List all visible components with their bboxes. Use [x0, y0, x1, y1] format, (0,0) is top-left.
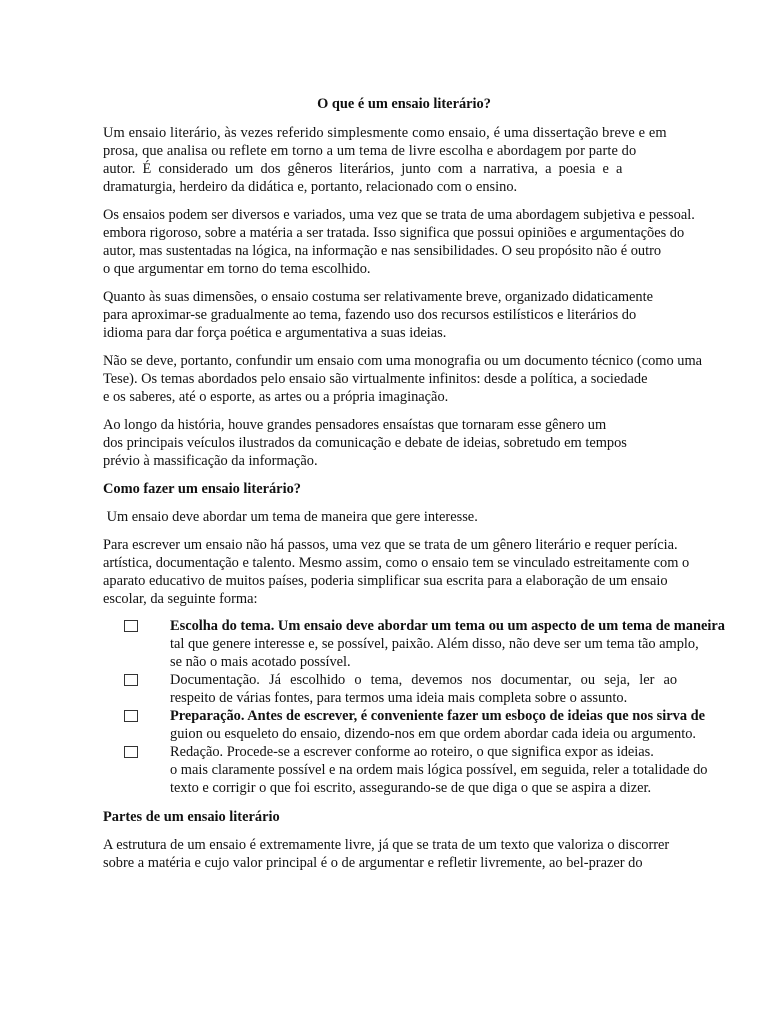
text-line: Os ensaios podem ser diversos e variados, uma vez que se trata de uma abordagem subjetiva e pessoal. [103, 207, 695, 223]
list-item-line: respeito de várias fontes, para termos uma ideia mais completa sobre o assunto. [170, 690, 628, 706]
list-item-first-line: Escolha do tema. Um ensaio deve abordar um tema ou um aspecto de um tema de maneira [170, 618, 725, 634]
text-line: para aproximar-se gradualmente ao tema, fazendo uso dos recursos estilísticos e literários do [103, 307, 637, 323]
missing-glyph-bullet-icon [124, 746, 138, 758]
list-item-line: tal que genere interesse e, se possível, paixão. Além disso, não deve ser um tema tão amplo, [170, 636, 699, 652]
section-heading: Partes de um ensaio literário [103, 809, 280, 825]
text-line: Um ensaio literário, às vezes referido simplesmente como ensaio, é uma dissertação breve e em [103, 125, 667, 141]
text-line: sobre a matéria e cujo valor principal é o de argumentar e refletir livremente, ao bel-prazer do [103, 855, 643, 871]
text-line: Quanto às suas dimensões, o ensaio costuma ser relativamente breve, organizado didaticamente [103, 289, 653, 305]
text-line: prosa, que analisa ou reflete em torno a um tema de livre escolha e abordagem por parte do [103, 143, 637, 159]
text-line: e os saberes, até o esporte, as artes ou a própria imaginação. [103, 389, 449, 405]
text-line: autor. É considerado um dos gêneros literários, junto com a narrativa, a poesia e a [103, 161, 623, 177]
text-line: prévio à massificação da informação. [103, 453, 318, 469]
section-heading: Como fazer um ensaio literário? [103, 481, 301, 497]
text-line: dos principais veículos ilustrados da comunicação e debate de ideias, sobretudo em tempos [103, 435, 627, 451]
list-item-first-line: Redação. Procede-se a escrever conforme ao roteiro, o que significa expor as ideias. [170, 744, 654, 760]
list-item-line: guion ou esqueleto do ensaio, dizendo-nos em que ordem abordar cada ideia ou argumento. [170, 726, 697, 742]
missing-glyph-bullet-icon [124, 620, 138, 632]
text-line: embora rigoroso, sobre a matéria a ser tratada. Isso significa que possui opiniões e argumentações do [103, 225, 685, 241]
text-line: dramaturgia, herdeiro da didática e, portanto, relacionado com o ensino. [103, 179, 518, 195]
list-item-line: o mais claramente possível e na ordem mais lógica possível, em seguida, reler a totalidade do [170, 762, 708, 778]
page-title: O que é um ensaio literário? [317, 96, 491, 112]
text-line: aparato educativo de muitos países, poderia simplificar sua escrita para a elaboração de um ensaio [103, 573, 668, 589]
paragraph-6: Um ensaio deve abordar um tema de maneira que gere interesse. [103, 509, 478, 525]
list-item-line: se não o mais acotado possível. [170, 654, 351, 670]
list-item-first-line: Documentação. Já escolhido o tema, devemos nos documentar, ou seja, ler ao [170, 672, 678, 688]
text-line: escolar, da seguinte forma: [103, 591, 258, 607]
text-line: Tese). Os temas abordados pelo ensaio são virtualmente infinitos: desde a política, a sociedade [103, 371, 648, 387]
text-line: Para escrever um ensaio não há passos, uma vez que se trata de um gênero literário e requer perícia. [103, 537, 678, 553]
text-line: o que argumentar em torno do tema escolhido. [103, 261, 371, 277]
missing-glyph-bullet-icon [124, 710, 138, 722]
list-item-first-line: Preparação. Antes de escrever, é conveniente fazer um esboço de ideias que nos sirva de [170, 708, 706, 724]
text-line: artística, documentação e talento. Mesmo assim, como o ensaio tem se vinculado estreitamente com o [103, 555, 690, 571]
text-line: idioma para dar força poética e argumentativa a suas ideias. [103, 325, 447, 341]
text-line: autor, mas sustentadas na lógica, na informação e nas sensibilidades. O seu propósito não é outro [103, 243, 662, 259]
text-line: Não se deve, portanto, confundir um ensaio com uma monografia ou um documento técnico (como uma [103, 353, 703, 369]
list-item-line: texto e corrigir o que foi escrito, assegurando-se de que diga o que se aspira a dizer. [170, 780, 652, 796]
text-line: A estrutura de um ensaio é extremamente livre, já que se trata de um texto que valoriza o discorrer [103, 837, 670, 853]
text-line: Ao longo da história, houve grandes pensadores ensaístas que tornaram esse gênero um [103, 417, 607, 433]
missing-glyph-bullet-icon [124, 674, 138, 686]
